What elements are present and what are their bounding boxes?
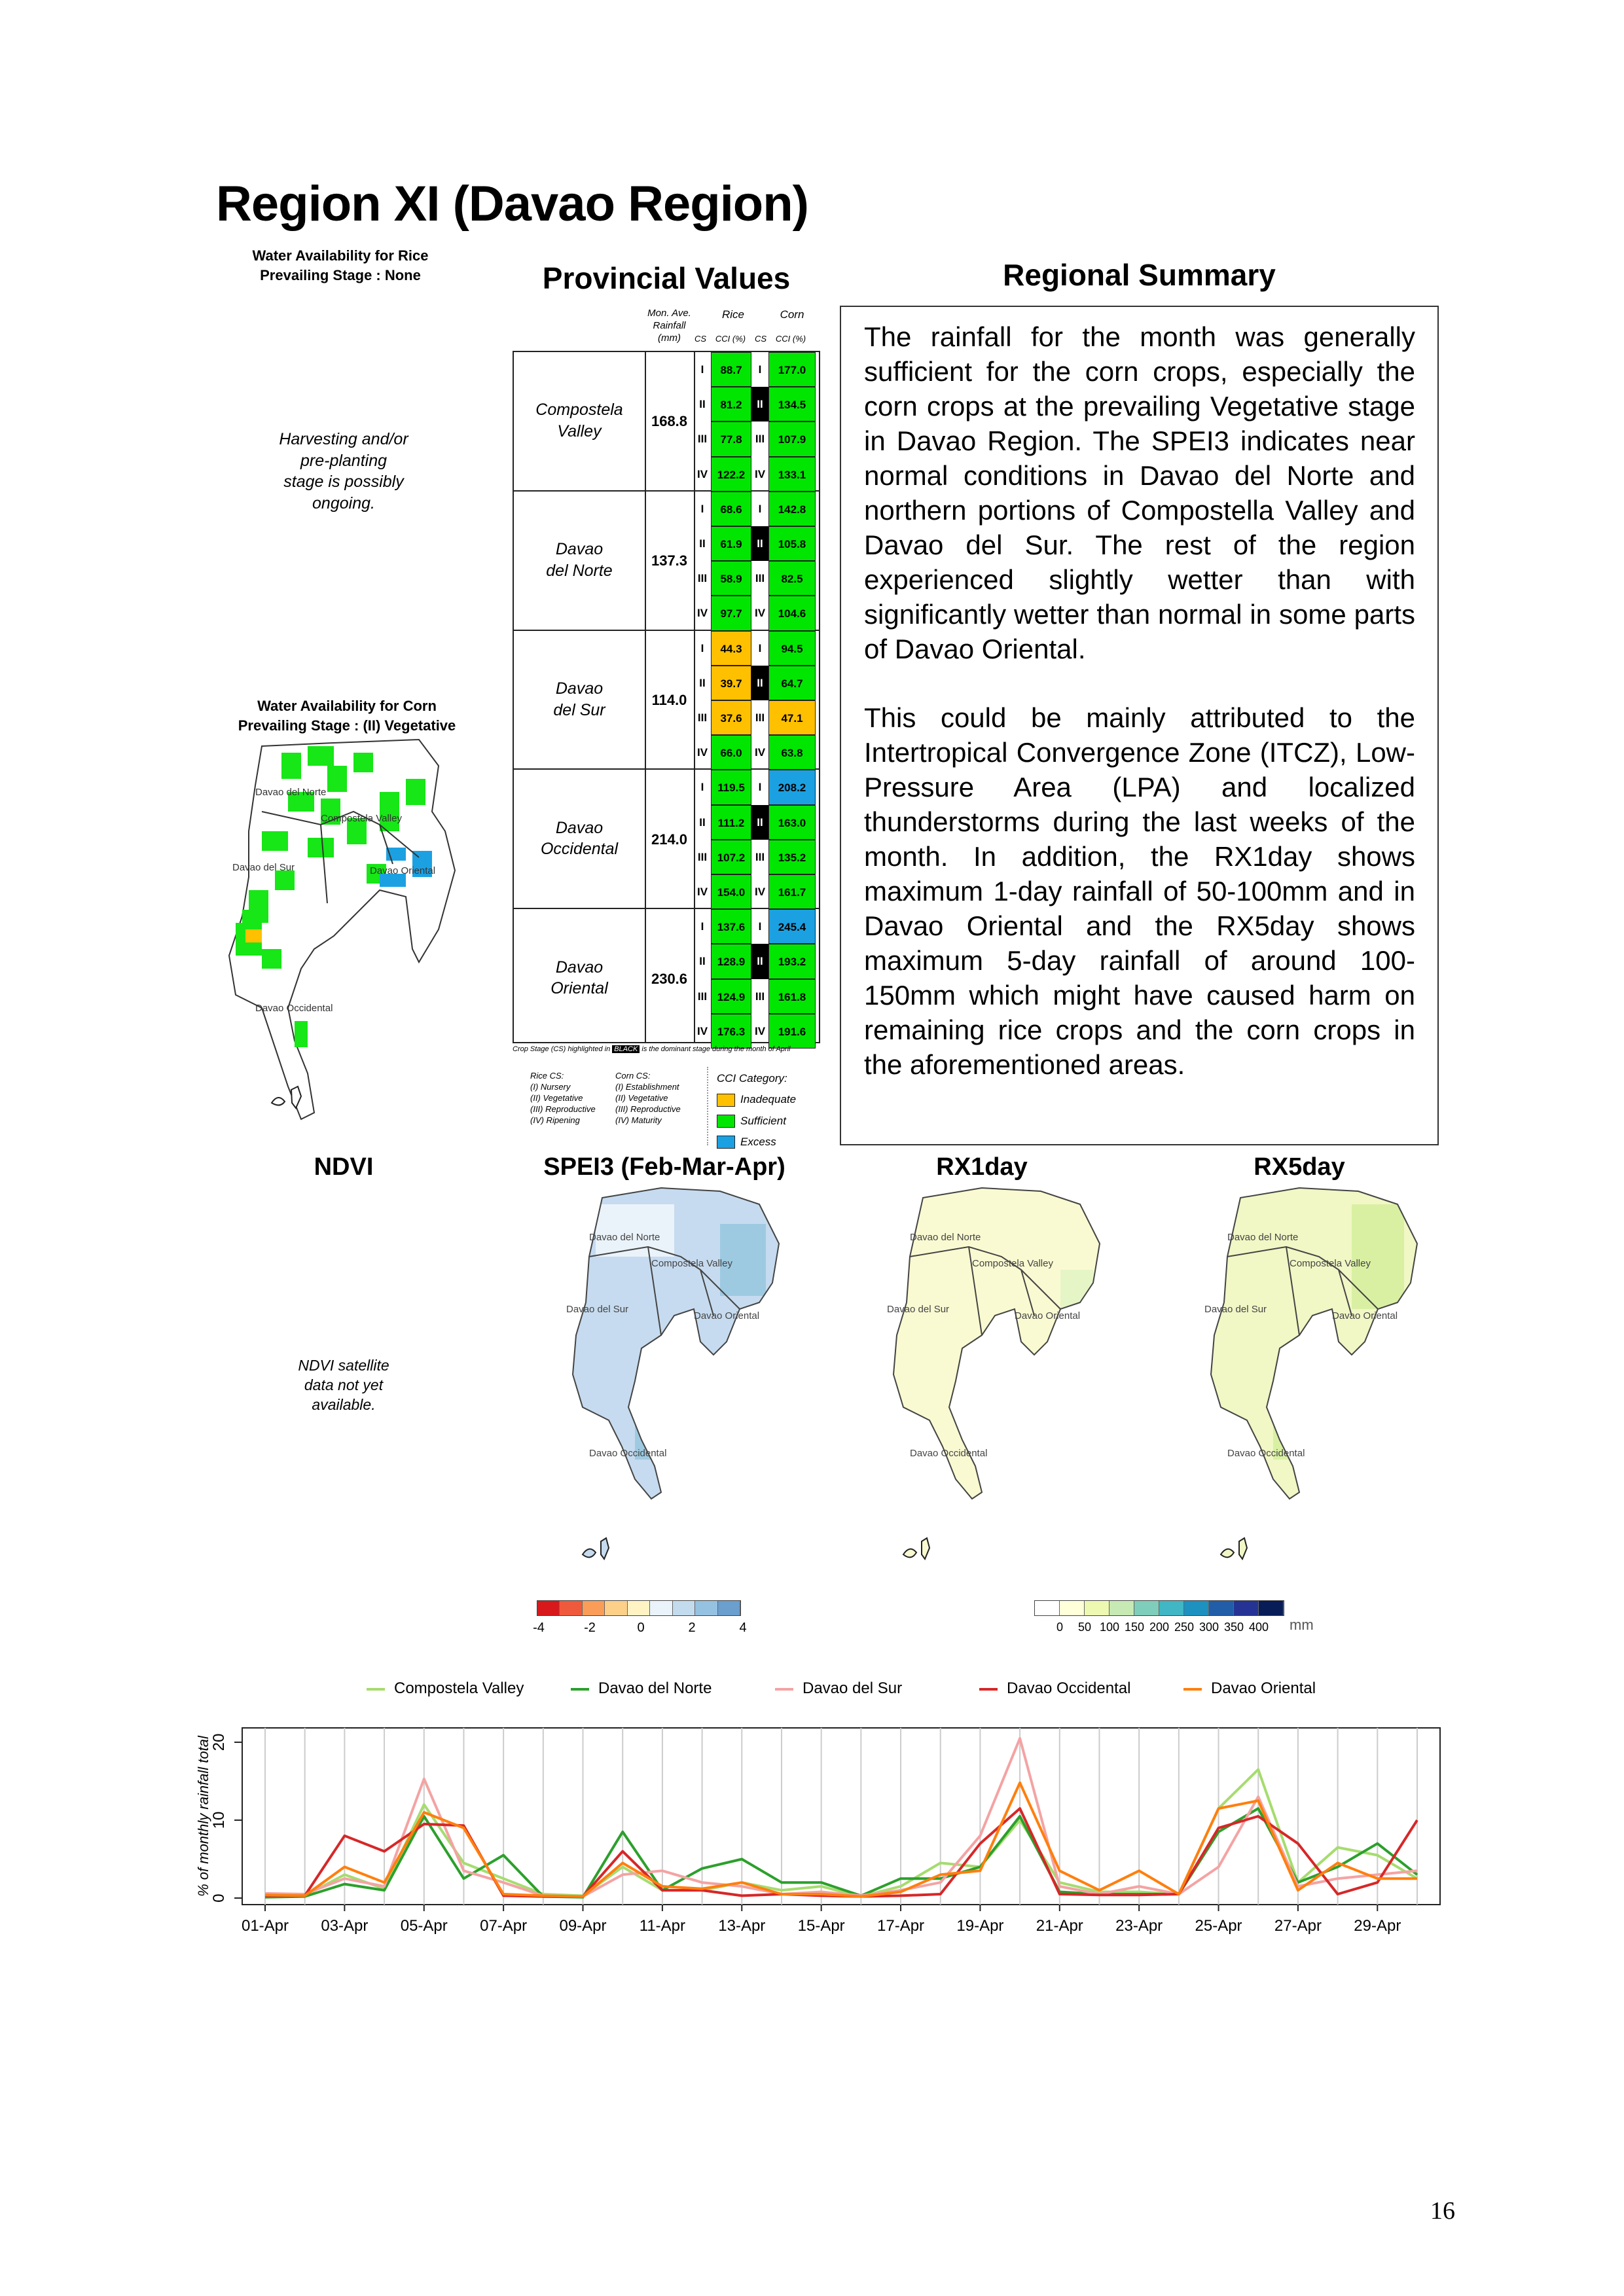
rice-crop-stage: IV [696, 886, 708, 898]
legend-item [1183, 1679, 1316, 1698]
map-shading [1352, 1204, 1404, 1309]
corn-cci-cell: 63.8 [768, 735, 816, 770]
rice-note: Harvesting and/or pre-planting stage is possibly ongoing. [279, 430, 408, 512]
rice-crop-stage: IV [696, 746, 708, 759]
map-label: Davao del Sur [1204, 1304, 1267, 1315]
colorbar-segment [583, 1601, 605, 1615]
corn-crop-stage: IV [754, 746, 766, 759]
corn-crop-stage: I [758, 920, 762, 933]
colorbar-tick: 50 [1077, 1621, 1092, 1634]
island-icon [268, 1083, 314, 1113]
colorbar-segment [1159, 1601, 1184, 1615]
rice-cci-cell: 68.6 [711, 492, 751, 526]
rx5-heading: RX5day [1254, 1153, 1345, 1181]
province-rainfall: 214.0 [651, 831, 688, 848]
legend-item [571, 1679, 712, 1698]
rice-crop-stage: III [697, 711, 708, 724]
rice-cci-cell: 176.3 [711, 1014, 751, 1049]
rx-colorbar [1034, 1600, 1284, 1616]
rice-crop-stage: IV [696, 467, 708, 480]
province-name-line: Davao [555, 818, 604, 837]
summary-paragraph-2: This could be mainly attributed to the Intertropical Convergence Zone (ITCZ), Low-Pressure Area (LPA) and localized thunderstorms during the last weeks of the month. In addition, the RX1day shows maximum 1-day rainfall of 50-100mm and in Davao Oriental and the RX5day shows maximum 5-day rainfall of around 100-150mm which might have caused harm on remaining rice crops and the corn crops in the aforementioned areas. [864, 702, 1415, 1080]
rice-crop-stage: II [699, 537, 706, 550]
province-name [514, 678, 645, 721]
legend-divider [707, 1067, 710, 1145]
corn-cci-cell: 107.9 [768, 422, 816, 456]
province-name [514, 399, 645, 442]
summary-heading: Regional Summary [1003, 258, 1276, 292]
rice-cci-cell: 81.2 [711, 387, 751, 422]
colorbar-segment [718, 1601, 740, 1615]
chart-legend [367, 1679, 1388, 1703]
island-icon [903, 1538, 929, 1559]
colorbar-segment [1085, 1601, 1110, 1615]
map-label: Davao del Norte [910, 1232, 981, 1243]
corn-cci-cell: 134.5 [768, 387, 816, 422]
y-tick-label: 10 [210, 1811, 228, 1829]
spei-map [563, 1185, 812, 1577]
colorbar-segment [1060, 1601, 1085, 1615]
rice-crop-stage: IV [696, 607, 708, 620]
corn-cci-cell: 47.1 [768, 700, 816, 735]
cci-legend-item [717, 1132, 796, 1153]
map-label: Davao del Norte [589, 1232, 660, 1243]
corn-cci-cell: 133.1 [768, 457, 816, 492]
legend-item [979, 1679, 1130, 1698]
legend-label: Davao del Sur [803, 1679, 903, 1697]
corn-crop-stage: IV [754, 886, 766, 898]
rice-crop-stage: II [699, 398, 706, 411]
table-column-divider [645, 352, 646, 1042]
x-tick-label: 03-Apr [321, 1917, 369, 1935]
colorbar-segment [650, 1601, 672, 1615]
colorbar-segment [1035, 1601, 1060, 1615]
rice-crop-stage: II [699, 676, 706, 689]
colorbar-tick: 100 [1099, 1621, 1120, 1634]
colorbar-segment [1209, 1601, 1234, 1615]
map-label: Davao del Sur [887, 1304, 950, 1315]
corn-cs-legend: Corn CS: (I) Establishment (II) Vegetative (III) Reproductive (IV) Maturity [615, 1071, 681, 1125]
rice-cs-legend: Rice CS: (I) Nursery (II) Vegetative (III) Reproductive (IV) Ripening [530, 1071, 596, 1125]
cci-legend-item [717, 1111, 796, 1132]
x-tick-label: 19-Apr [956, 1917, 1004, 1935]
map-label: Davao Occidental [1227, 1448, 1305, 1459]
legend-item [775, 1679, 902, 1698]
legend-swatch [367, 1688, 385, 1691]
rice-crop-stage: III [697, 572, 708, 585]
rice-cci-cell: 154.0 [711, 874, 751, 909]
colorbar-tick: 4 [739, 1621, 747, 1635]
map-label: Compostela Valley [972, 1258, 1053, 1269]
rx-unit: mm [1290, 1617, 1314, 1633]
sub-header: CS CCI (%) CS CCI (%) [694, 334, 806, 344]
rice-crop-stage: I [700, 920, 704, 933]
rice-crop-stage: III [697, 990, 708, 1003]
corn-water-availability-map [223, 733, 484, 1126]
corn-crop-stage: II [751, 526, 768, 561]
colorbar-segment [1259, 1601, 1284, 1615]
corn-cci-cell: 177.0 [768, 352, 816, 387]
rice-crop-stage: III [697, 433, 708, 446]
summary-text [864, 319, 1415, 1116]
colorbar-segment [605, 1601, 627, 1615]
rice-cci-cell: 137.6 [711, 909, 751, 944]
map-label: Davao Oriental [1332, 1310, 1398, 1321]
table-footnote: Crop Stage (CS) highlighted in BLACK is the dominant stage during the month of April [513, 1045, 791, 1053]
table-column-divider [694, 352, 695, 1042]
rice-cci-cell: 119.5 [711, 770, 751, 804]
cci-swatch [717, 1094, 735, 1107]
corn-crop-stage: IV [754, 607, 766, 620]
province-name [514, 957, 645, 999]
rice-crop-stage: IV [696, 1024, 708, 1037]
corn-crop-stage: II [751, 666, 768, 700]
rice-cci-cell: 128.9 [711, 944, 751, 978]
cci-label: Excess [740, 1135, 776, 1148]
province-name-line: Occidental [540, 840, 619, 859]
x-tick-label: 23-Apr [1115, 1917, 1163, 1935]
corn-crop-stage: II [751, 944, 768, 978]
corn-crop-stage: II [751, 805, 768, 840]
corn-cci-cell: 245.4 [768, 909, 816, 944]
province-name-line: Oriental [550, 979, 608, 998]
corn-heading: Water Availability for Corn Prevailing Stage : (II) Vegetative [238, 698, 456, 734]
corn-cci-cell: 64.7 [768, 666, 816, 700]
colorbar-segment [560, 1601, 582, 1615]
map-label: Davao Oriental [694, 1310, 760, 1321]
corn-crop-stage: I [758, 363, 762, 376]
colorbar-segment [1234, 1601, 1259, 1615]
x-tick-label: 29-Apr [1354, 1917, 1401, 1935]
rice-header: Rice [721, 308, 744, 321]
province-name-line: del Sur [553, 700, 605, 719]
province-rainfall: 114.0 [651, 692, 687, 708]
legend-label: Compostela Valley [394, 1679, 524, 1697]
island-icon [1221, 1538, 1247, 1559]
colorbar-tick: 0 [637, 1621, 645, 1635]
legend-swatch [1183, 1688, 1202, 1691]
summary-paragraph-1: The rainfall for the month was generally sufficient for the corn crops, especially the corn crops at the prevailing Vegetative stage in Davao Region. The SPEI3 indicates near normal conditions in Davao del Norte and northern portions of Compostella Valley and Davao del Sur. The rest of the region experienced slightly wetter than with significantly wetter than normal in some parts of Davao Oriental. [864, 321, 1415, 664]
x-tick-label: 25-Apr [1195, 1917, 1242, 1935]
x-tick-label: 27-Apr [1274, 1917, 1322, 1935]
rice-cci-cell: 77.8 [711, 422, 751, 456]
legend-label: Davao Oriental [1211, 1679, 1316, 1697]
province-name-line: del Norte [546, 561, 613, 580]
colorbar-tick: 0 [1056, 1621, 1063, 1634]
province-rainfall: 137.3 [651, 552, 688, 569]
colorbar-tick: 200 [1149, 1621, 1170, 1634]
colorbar-segment [628, 1601, 650, 1615]
corn-cci-cell: 208.2 [768, 770, 816, 804]
rx5day-map [1201, 1185, 1450, 1577]
cci-swatch [717, 1115, 735, 1128]
map-label: Davao del Sur [566, 1304, 629, 1315]
corn-map-label: Davao Oriental [370, 865, 436, 876]
legend-swatch [979, 1688, 998, 1691]
corn-crop-stage: IV [754, 1024, 766, 1037]
y-tick-label: 0 [210, 1893, 228, 1903]
corn-cci-cell: 161.7 [768, 874, 816, 909]
corn-cci-cell: 105.8 [768, 526, 816, 561]
corn-cci-cell: 142.8 [768, 492, 816, 526]
cci-label: Sufficient [740, 1114, 786, 1127]
rice-cci-cell: 44.3 [711, 631, 751, 666]
rice-crop-stage: I [700, 363, 704, 376]
corn-crop-stage: III [755, 433, 765, 446]
provincial-heading: Provincial Values [542, 261, 791, 295]
map-label: Davao Occidental [910, 1448, 988, 1459]
rice-crop-stage: II [699, 816, 706, 829]
x-tick-label: 05-Apr [400, 1917, 448, 1935]
x-tick-label: 13-Apr [718, 1917, 766, 1935]
corn-crop-stage: I [758, 781, 762, 794]
spei-colorbar-ticks [529, 1621, 751, 1640]
rice-cci-cell: 66.0 [711, 735, 751, 770]
corn-cci-cell: 94.5 [768, 631, 816, 666]
legend-item [367, 1679, 524, 1698]
corn-cci-cell: 163.0 [768, 805, 816, 840]
colorbar-segment [695, 1601, 717, 1615]
map-label: Compostela Valley [1290, 1258, 1371, 1269]
rx-colorbar-ticks [1047, 1621, 1276, 1639]
province-name-line: Davao [555, 958, 604, 977]
rx1day-map [884, 1185, 1132, 1577]
ndvi-note: NDVI satellite data not yet available. [298, 1357, 389, 1413]
y-tick-label: 20 [210, 1733, 228, 1751]
y-axis-label: % of monthly rainfall total [195, 1736, 211, 1897]
page-number: 16 [1430, 2197, 1455, 2225]
rx1-heading: RX1day [936, 1153, 1028, 1181]
map-label: Davao del Norte [1227, 1232, 1299, 1243]
province-name-line: Davao [555, 679, 604, 698]
cci-swatch [717, 1136, 735, 1149]
corn-crop-stage: I [758, 641, 762, 655]
colorbar-tick: 150 [1124, 1621, 1145, 1634]
colorbar-segment [1134, 1601, 1159, 1615]
corn-crop-stage: III [755, 572, 765, 585]
rice-cci-cell: 111.2 [711, 805, 751, 840]
rice-heading: Water Availability for Rice Prevailing Stage : None [252, 247, 429, 283]
rice-crop-stage: III [697, 850, 708, 863]
corn-crop-stage: III [755, 990, 765, 1003]
spei-heading: SPEI3 (Feb-Mar-Apr) [543, 1153, 785, 1181]
colorbar-segment [1110, 1601, 1134, 1615]
rice-crop-stage: I [700, 502, 704, 515]
corn-cci-cell: 104.6 [768, 596, 816, 630]
rice-cci-cell: 122.2 [711, 457, 751, 492]
cci-legend: CCI Category: Inadequate Sufficient Excess [717, 1068, 796, 1153]
corn-crop-stage: IV [754, 467, 766, 480]
colorbar-tick: 350 [1223, 1621, 1244, 1634]
colorbar-segment [537, 1601, 560, 1615]
rainfall-line-chart [190, 1715, 1460, 1964]
rice-cci-cell: 58.9 [711, 561, 751, 596]
corn-cci-cell: 82.5 [768, 561, 816, 596]
corn-map-label: Davao Occidental [255, 1003, 333, 1014]
page-title: Region XI (Davao Region) [216, 176, 808, 232]
corn-crop-stage: III [755, 850, 765, 863]
colorbar-tick: 400 [1248, 1621, 1269, 1634]
x-tick-label: 07-Apr [480, 1917, 528, 1935]
corn-cci-cell: 135.2 [768, 840, 816, 874]
province-name [514, 539, 645, 581]
rice-crop-stage: II [699, 955, 706, 968]
colorbar-tick: -4 [533, 1621, 545, 1635]
map-label: Davao Oriental [1015, 1310, 1081, 1321]
island-icon [583, 1538, 609, 1559]
legend-swatch [571, 1688, 589, 1691]
legend-label: Davao Occidental [1007, 1679, 1131, 1697]
corn-cci-cell: 191.6 [768, 1014, 816, 1049]
colorbar-tick: 2 [688, 1621, 696, 1635]
rice-cci-cell: 39.7 [711, 666, 751, 700]
map-label: Davao Occidental [589, 1448, 667, 1459]
province-name [514, 817, 645, 860]
corn-map-label: Davao del Norte [255, 787, 327, 798]
corn-crop-stage: I [758, 502, 762, 515]
colorbar-tick: 250 [1174, 1621, 1195, 1634]
colorbar-tick: -2 [584, 1621, 596, 1635]
spei-colorbar [537, 1600, 741, 1616]
x-tick-label: 11-Apr [639, 1917, 686, 1935]
rice-cci-cell: 97.7 [711, 596, 751, 630]
colorbar-segment [673, 1601, 695, 1615]
rice-cci-cell: 61.9 [711, 526, 751, 561]
rice-cci-cell: 124.9 [711, 979, 751, 1014]
rainfall-header: Mon. Ave. Rainfall (mm) [647, 308, 691, 344]
province-rainfall: 168.8 [651, 413, 688, 430]
rice-cci-cell: 107.2 [711, 840, 751, 874]
colorbar-tick: 300 [1199, 1621, 1219, 1634]
corn-map-label: Compostela Valley [321, 813, 402, 824]
corn-cci-cell: 193.2 [768, 944, 816, 978]
legend-swatch [775, 1688, 793, 1691]
x-tick-label: 21-Apr [1036, 1917, 1083, 1935]
province-name-line: Davao [555, 540, 604, 559]
corn-crop-stage: II [751, 387, 768, 422]
rice-cci-cell: 37.6 [711, 700, 751, 735]
province-rainfall: 230.6 [651, 970, 688, 987]
cci-legend-item [717, 1089, 796, 1110]
x-tick-label: 17-Apr [877, 1917, 925, 1935]
province-name-line: Compostela [535, 401, 623, 420]
province-name-line: Valley [557, 422, 602, 440]
x-tick-label: 09-Apr [559, 1917, 607, 1935]
corn-map-label: Davao del Sur [232, 862, 295, 873]
map-shading [969, 1394, 988, 1433]
rice-crop-stage: I [700, 641, 704, 655]
legend-label: Davao del Norte [598, 1679, 712, 1697]
colorbar-segment [1184, 1601, 1209, 1615]
cci-label: Inadequate [740, 1093, 797, 1106]
corn-cci-cell: 161.8 [768, 979, 816, 1014]
ndvi-heading: NDVI [314, 1153, 374, 1181]
rice-cci-cell: 88.7 [711, 352, 751, 387]
x-tick-label: 15-Apr [797, 1917, 845, 1935]
x-tick-label: 01-Apr [241, 1917, 289, 1935]
corn-header: Corn [780, 308, 804, 321]
corn-crop-stage: III [755, 711, 765, 724]
rice-crop-stage: I [700, 781, 704, 794]
map-label: Compostela Valley [651, 1258, 732, 1269]
